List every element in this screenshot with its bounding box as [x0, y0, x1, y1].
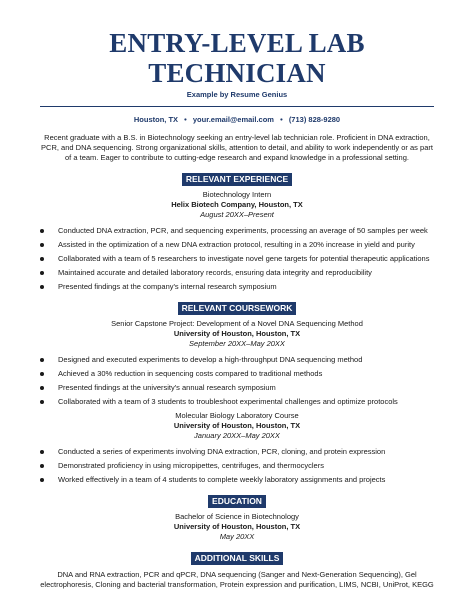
- entry-organization: Helix Biotech Company, Houston, TX: [171, 200, 303, 209]
- contact-line: [40, 115, 434, 124]
- coursework-entry-capstone: [40, 319, 434, 349]
- entry-date: September 20XX–May 20XX: [189, 339, 285, 348]
- bullet-item: Assisted in the optimization of a new DNA extraction protocol, resulting in a 20% increase in yield and purity: [40, 240, 434, 250]
- summary-paragraph: Recent graduate with a B.S. in Biotechnology seeking an entry-level lab technician role. Proficient in DNA extraction, PCR, and DNA sequencing. Strong organizational skills, attention to detail, and ability to work independently or as part of a team. Eager to contribute to cutting-edge research and expand knowledge in a professional setting.: [41, 133, 433, 162]
- bullet-item: Presented findings at the company's internal research symposium: [40, 282, 434, 292]
- bullet-item: Maintained accurate and detailed laboratory records, ensuring data integrity and reproducibility: [40, 268, 434, 278]
- section-heading: RELEVANT COURSEWORK: [178, 302, 297, 315]
- bullet-item: Worked effectively in a team of 4 students to complete weekly laboratory assignments and projects: [40, 475, 434, 485]
- resume-subtitle: Example by Resume Genius: [186, 90, 288, 99]
- entry-organization: University of Houston, Houston, TX: [173, 329, 301, 338]
- coursework-entry-lab: [40, 411, 434, 441]
- bullet-item: Designed and executed experiments to develop a high-throughput DNA sequencing method: [40, 355, 434, 365]
- entry-role: Molecular Biology Laboratory Course: [175, 411, 299, 420]
- section-heading: EDUCATION: [208, 495, 266, 508]
- entry-date: January 20XX–May 20XX: [194, 431, 280, 440]
- bullet-item: Collaborated with a team of 5 researchers to investigate novel gene targets for potential therapeutic applications: [40, 254, 434, 264]
- section-heading: RELEVANT EXPERIENCE: [182, 173, 292, 186]
- contact-email[interactable]: your.email@email.com: [192, 115, 274, 124]
- contact-separator: •: [184, 115, 187, 124]
- entry-role: Senior Capstone Project: Development of a Novel DNA Sequencing Method: [111, 319, 363, 328]
- bullet-item: Conducted DNA extraction, PCR, and sequencing experiments, processing an average of 50 samples per week: [40, 226, 434, 236]
- entry-organization: University of Houston, Houston, TX: [173, 421, 301, 430]
- contact-phone: (713) 828-9280: [288, 115, 341, 124]
- bullet-item: Conducted a series of experiments involving DNA extraction, PCR, cloning, and protein expression: [40, 447, 434, 457]
- skills-text: DNA and RNA extraction, PCR and qPCR, DNA sequencing (Sanger and Next-Generation Sequencing), Gel electrophoresis, Cloning and bacterial transformation, Protein expression and purification, LIMS, NCBI, UniProt, KEGG: [40, 570, 434, 589]
- contact-separator: •: [280, 115, 283, 124]
- section-education: [40, 491, 434, 509]
- entry-degree: Bachelor of Science in Biotechnology: [175, 512, 299, 521]
- section-coursework: [40, 298, 434, 316]
- capstone-bullets: [40, 355, 434, 407]
- bullet-item: Achieved a 30% reduction in sequencing costs compared to traditional methods: [40, 369, 434, 379]
- entry-role: Biotechnology Intern: [202, 190, 272, 199]
- bullet-item: Demonstrated proficiency in using micropipettes, centrifuges, and thermocyclers: [40, 461, 434, 471]
- section-heading: ADDITIONAL SKILLS: [191, 552, 284, 565]
- section-experience: [40, 169, 434, 187]
- entry-date: May 20XX: [219, 532, 255, 541]
- experience-entry: [40, 190, 434, 220]
- contact-location: Houston, TX: [133, 115, 179, 124]
- bullet-item: Collaborated with a team of 3 students to troubleshoot experimental challenges and optimize protocols: [40, 397, 434, 407]
- lab-course-bullets: [40, 447, 434, 485]
- header-divider: [40, 106, 434, 107]
- experience-bullets: [40, 226, 434, 292]
- section-skills: [40, 548, 434, 566]
- education-entry: [40, 512, 434, 542]
- entry-date: August 20XX–Present: [200, 210, 274, 219]
- resume-title: ENTRY-LEVEL LAB TECHNICIAN: [109, 28, 365, 88]
- entry-organization: University of Houston, Houston, TX: [173, 522, 301, 531]
- bullet-item: Presented findings at the university's annual research symposium: [40, 383, 434, 393]
